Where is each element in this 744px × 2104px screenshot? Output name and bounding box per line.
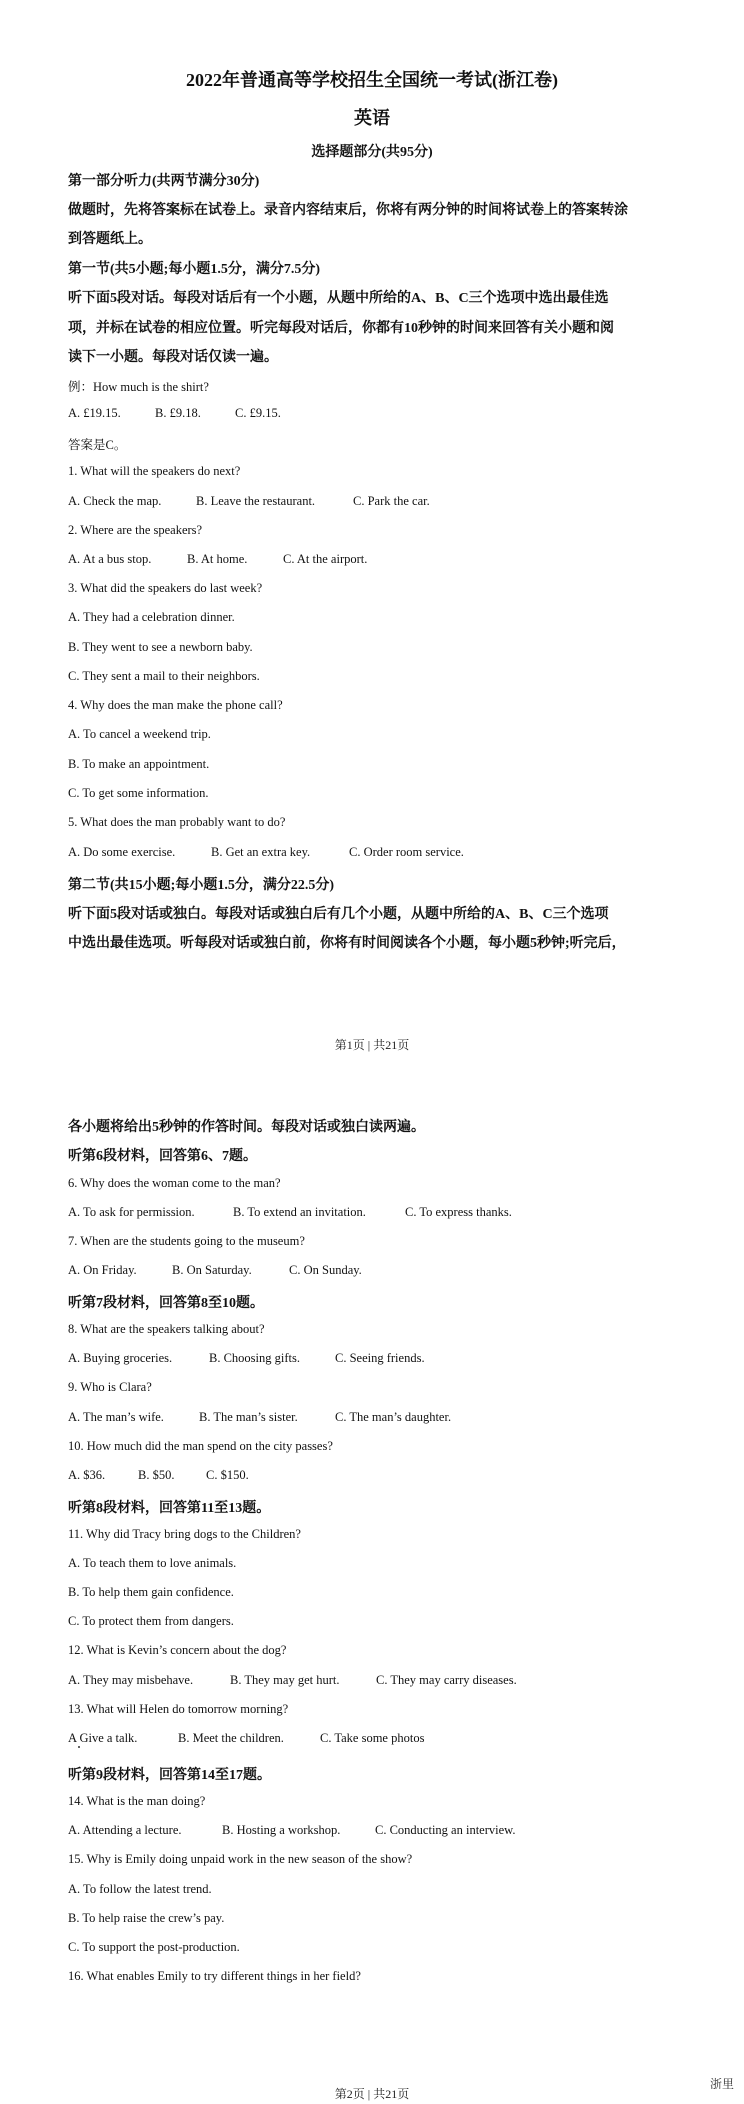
option: C. Take some photos [320,1731,425,1745]
option: C. At the airport. [283,552,368,566]
option: A. Check the map. [68,494,162,508]
sec1-instruction-line: 项，并标在试卷的相应位置。听完每段对话后，你都有10秒钟的时间来回答有关小题和阅 [68,321,614,336]
sec2-instruction-line: 中选出最佳选项。听每段对话或独白前，你将有时间阅读各个小题，每小题5秒钟;听完后， [68,936,626,951]
option: C. £9.15. [235,406,281,420]
question-5: 5. What does the man probably want to do? [68,815,286,829]
question-1: 1. What will the speakers do next? [68,464,241,478]
question-4-option-a: A. To cancel a weekend trip. [68,727,211,741]
page-footer: 第2页 | 共21页 [334,2087,410,2101]
question-15-option-c: C. To support the post-production. [68,1940,240,1954]
question-6: 6. Why does the woman come to the man? [68,1176,281,1190]
sec1-instruction-line: 听下面5段对话。每段对话后有一个小题，从题中所给的A、B、C三个选项中选出最佳选 [68,291,609,306]
page-2 [0,1075,744,2104]
option: C. Order room service. [349,845,464,859]
option: A. On Friday. [68,1263,137,1277]
question-7: 7. When are the students going to the museum? [68,1234,305,1248]
part1-instruction-line: 到答题纸上。 [68,232,152,247]
question-4: 4. Why does the man make the phone call? [68,698,283,712]
option: B. £9.18. [155,406,201,420]
exam-title: 2022年普通高等学校招生全国统一考试(浙江卷) [186,70,558,90]
option: B. Get an extra key. [211,845,311,859]
question-15: 15. Why is Emily doing unpaid work in the new season of the show? [68,1852,413,1866]
question-1-options [68,494,430,509]
question-8-options [68,1351,425,1366]
question-2: 2. Where are the speakers? [68,523,203,537]
example-answer: 答案是C。 [68,438,127,452]
section-header: 选择题部分(共95分) [311,145,433,160]
option: B. $50. [138,1468,175,1482]
option: C. They may carry diseases. [376,1673,517,1687]
option: A. £19.15. [68,406,121,420]
option: B. On Saturday. [172,1263,252,1277]
option: A. $36. [68,1468,106,1482]
option: A. To ask for permission. [68,1205,195,1219]
question-11: 11. Why did Tracy bring dogs to the Children? [68,1527,301,1541]
option: A. They may misbehave. [68,1673,194,1687]
question-5-options [68,845,464,860]
question-10: 10. How much did the man spend on the city passes? [68,1439,333,1453]
sec1-instruction-line: 读下一小题。每段对话仅读一遍。 [68,350,278,365]
option: A. Do some exercise. [68,845,176,859]
question-3-option-b: B. They went to see a newborn baby. [68,640,253,654]
question-15-option-b: B. To help raise the crew’s pay. [68,1911,225,1925]
option: C. Conducting an interview. [375,1823,516,1837]
question-10-options [68,1468,249,1483]
page-footer: 第1页 | 共21页 [334,1038,410,1052]
question-13: 13. What will Helen do tomorrow morning? [68,1702,289,1716]
option: C. On Sunday. [289,1263,362,1277]
option: B. To extend an invitation. [233,1205,366,1219]
question-11-option-b: B. To help them gain confidence. [68,1585,234,1599]
option: B. The man’s sister. [199,1410,298,1424]
material-9-header: 听第9段材料，回答第14至17题。 [68,1768,271,1783]
option: C. $150. [206,1468,249,1482]
stray-mark [78,1746,80,1748]
sec2-instruction-line: 听下面5段对话或独白。每段对话或独白后有几个小题，从题中所给的A、B、C三个选项 [68,907,609,922]
corner-watermark: 浙里 [709,2077,734,2091]
question-4-option-c: C. To get some information. [68,786,209,800]
question-11-option-a: A. To teach them to love animals. [68,1556,237,1570]
option: C. Park the car. [353,494,430,508]
question-3: 3. What did the speakers do last week? [68,581,263,595]
option: A. At a bus stop. [68,552,152,566]
question-16: 16. What enables Emily to try different things in her field? [68,1969,361,1983]
option: B. Meet the children. [178,1731,284,1745]
sec1-header: 第一节(共5小题;每小题1.5分，满分7.5分) [68,262,320,277]
option: B. Leave the restaurant. [196,494,316,508]
question-2-options [68,552,367,567]
option: C. The man’s daughter. [335,1410,452,1424]
material-7-header: 听第7段材料，回答第8至10题。 [68,1296,264,1311]
option: C. To express thanks. [405,1205,512,1219]
continued-instruction: 各小题将给出5秒钟的作答时间。每段对话或独白读两遍。 [68,1120,425,1135]
question-3-option-c: C. They sent a mail to their neighbors. [68,669,260,683]
question-4-option-b: B. To make an appointment. [68,757,210,771]
material-6-header: 听第6段材料，回答第6、7题。 [68,1149,257,1164]
question-13-options [68,1731,424,1746]
question-7-options [68,1263,362,1278]
question-6-options [68,1205,512,1220]
question-15-option-a: A. To follow the latest trend. [68,1882,212,1896]
question-11-option-c: C. To protect them from dangers. [68,1614,234,1628]
option: B. At home. [187,552,248,566]
question-14: 14. What is the man doing? [68,1794,206,1808]
sec2-header: 第二节(共15小题;每小题1.5分，满分22.5分) [68,878,334,893]
question-12-options [68,1673,517,1688]
question-12: 12. What is Kevin’s concern about the dog? [68,1643,287,1657]
option: B. Choosing gifts. [209,1351,300,1365]
question-8: 8. What are the speakers talking about? [68,1322,265,1336]
example-question: 例：How much is the shirt? [68,380,209,394]
example-options [68,406,281,421]
question-14-options [68,1823,516,1838]
option: A. Buying groceries. [68,1351,173,1365]
option: B. They may get hurt. [230,1673,340,1687]
part1-instruction-line: 做题时，先将答案标在试卷上。录音内容结束后，你将有两分钟的时间将试卷上的答案转涂 [68,203,628,218]
option: B. Hosting a workshop. [222,1823,341,1837]
material-8-header: 听第8段材料，回答第11至13题。 [68,1501,271,1516]
option: A. Attending a lecture. [68,1823,182,1837]
question-9: 9. Who is Clara? [68,1380,152,1394]
question-9-options [68,1410,451,1425]
option: A Give a talk. [68,1731,138,1745]
question-3-option-a: A. They had a celebration dinner. [68,610,235,624]
option: A. The man’s wife. [68,1410,164,1424]
option: C. Seeing friends. [335,1351,425,1365]
part1-header: 第一部分听力(共两节满分30分) [68,174,260,189]
subject-title: 英语 [354,108,390,128]
